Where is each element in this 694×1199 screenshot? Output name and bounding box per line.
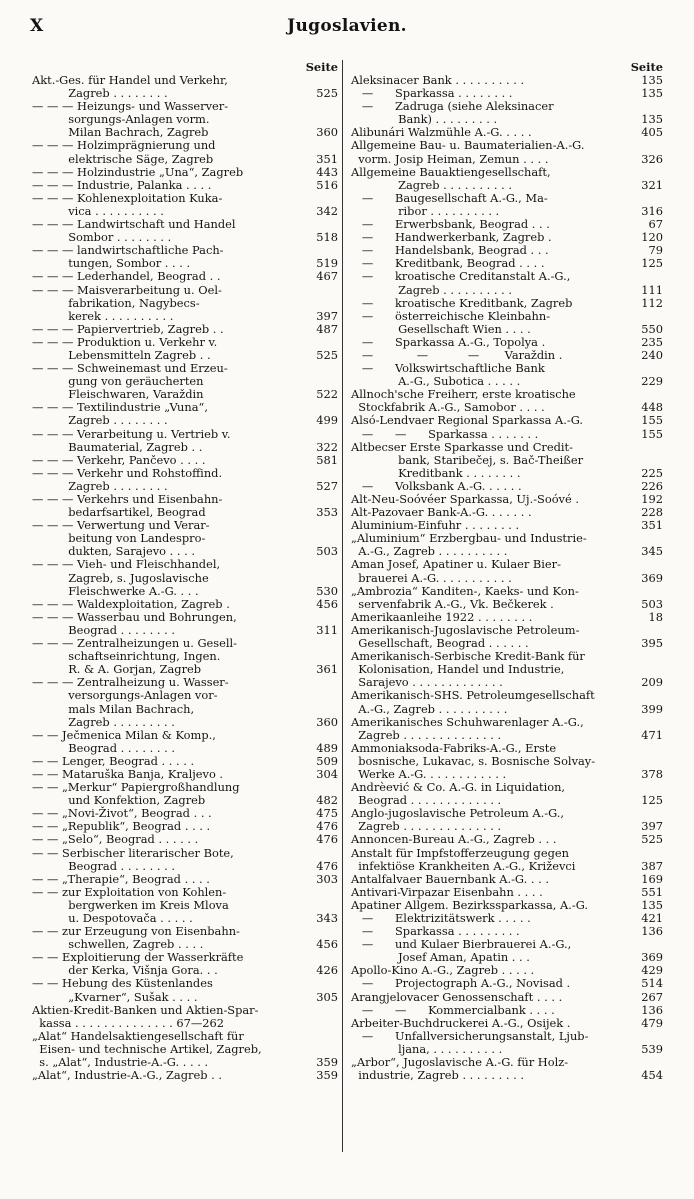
entry-text: — Unfallversicherungsanstalt, Ljub- ljana, . . . . . . . . . .: [361, 1028, 589, 1056]
entry-page-number: 67: [648, 217, 663, 232]
entry-text: — — — Verkehr, Pančevo . . . .: [32, 452, 206, 467]
entry-page-number: 522: [316, 387, 338, 402]
entry-text: — — „Republik“, Beograd . . . .: [32, 819, 211, 834]
entry-page-number: 467: [316, 269, 338, 284]
entry-text: — Elektrizitätswerk . . . . .: [351, 911, 531, 925]
entry-page-number: 503: [316, 544, 338, 559]
entry-text: Aktien-Kredit-Banken und Aktien-Spar- kassa . . . . . . . . . . . . . . 67—262: [32, 1002, 259, 1030]
entry-text: „Ambrozia“ Kanditen-, Kaeks- und Kon- servenfabrik A.-G., Vk. Bečkerek .: [351, 583, 579, 611]
index-entry: [32, 781, 338, 807]
entry-page-number: 125: [641, 793, 663, 808]
index-entry: [32, 362, 338, 401]
entry-text: — — „Therapie“, Beograd . . . .: [32, 871, 210, 886]
entry-text: — Handwerkerbank, Zagreb .: [351, 230, 552, 245]
entry-text: Arangjelovacer Genossenschaft . . . .: [351, 989, 563, 1004]
index-entry: [351, 1017, 663, 1030]
entry-text: Apollo-Kino A.-G., Zagreb . . . . .: [351, 963, 535, 978]
entry-text: Apatiner Allgem. Bezirkssparkassa, A.-G.: [351, 897, 589, 912]
entry-page-number: 353: [316, 505, 338, 520]
entry-text: Andrèević & Co. A.-G. in Liquidation, Beograd . . . . . . . . . . . . .: [351, 780, 566, 808]
entry-text: — — Lenger, Beograd . . . . .: [32, 753, 195, 768]
entry-page-number: 18: [648, 609, 663, 624]
entry-text: Alt-Pazovaer Bank-A.-G. . . . . . .: [351, 505, 532, 520]
entry-text: — Handelsbank, Beograd . . .: [351, 243, 549, 258]
entry-page-number: 303: [316, 871, 338, 886]
entry-text: — — Ječmenica Milan & Komp., Beograd . . . . . . . .: [32, 727, 216, 755]
entry-text: — und Kulaer Bierbrauerei A.-G., Josef Aman, Apatin . . .: [361, 937, 572, 965]
entry-text: Anstalt für Impfstofferzeugung gegen infektiöse Krankheiten A.-G., Križevci: [351, 845, 576, 873]
entry-text: — — — Zentralheizung u. Wasser- versorgungs-Anlagen vor- mals Milan Bachrach, Zagreb . . . . . . . . .: [32, 675, 229, 729]
entry-text: — kroatische Kreditbank, Zagreb: [351, 295, 573, 310]
entry-page-number: 509: [316, 753, 338, 768]
entry-text: — — — Maisverarbeitung u. Oel- fabrikation, Nagybecs- kerek . . . . . . . . . .: [32, 282, 222, 323]
entry-text: Alibunári Walzmühle A.-G. . . . .: [351, 125, 532, 140]
index-entry: [32, 833, 338, 846]
entry-text: — — Serbischer literarischer Bote, Beograd . . . . . . . .: [32, 845, 234, 873]
entry-text: — Sparkassa . . . . . . . .: [351, 86, 513, 101]
index-entry: [32, 1004, 338, 1030]
index-entry: [32, 847, 338, 873]
entry-page-number: 581: [316, 452, 338, 467]
entry-page-number: 525: [316, 86, 338, 101]
index-entry: [351, 991, 663, 1004]
index-entry: [32, 558, 338, 597]
entry-text: Anglo-jugoslavische Petroleum A.-G., Zagreb . . . . . . . . . . . . . .: [351, 806, 565, 834]
index-entry: [32, 100, 338, 139]
index-entry: [32, 493, 338, 519]
index-entry: [32, 244, 338, 270]
entry-page-number: 135: [641, 73, 663, 87]
entry-list-left: [32, 74, 338, 1082]
entry-text: — — — Industrie, Palanka . . . .: [32, 177, 212, 192]
entry-text: Aman Josef, Apatiner u. Kulaer Bier- brauerei A.-G. . . . . . . . . . .: [351, 557, 561, 585]
index-entry: [351, 716, 663, 742]
entry-page-number: 395: [641, 636, 663, 651]
entry-text: Amerikanisch-Serbische Kredit-Bank für Kolonisation, Handel und Industrie, Sarajevo . . . . . . . . . . . . .: [351, 649, 585, 690]
entry-page-number: 516: [316, 177, 338, 192]
entry-page-number: 136: [641, 924, 663, 939]
entry-page-number: 267: [641, 989, 663, 1004]
index-entry: [32, 467, 338, 493]
entry-text: Amerikanisches Schuhwarenlager A.-G., Zagreb . . . . . . . . . . . . . .: [351, 714, 584, 742]
index-entry: [351, 336, 663, 349]
entry-page-number: 120: [641, 230, 663, 245]
entry-page-number: 471: [641, 727, 663, 742]
index-entry: [351, 1030, 663, 1056]
index-column-right: [351, 60, 663, 1150]
seite-label-left: Seite: [305, 60, 338, 74]
entry-page-number: 125: [641, 256, 663, 271]
entry-text: Aleksinacer Bank . . . . . . . . . .: [351, 73, 525, 87]
entry-text: Amerikanisch-SHS. Petroleumgesellschaft A.-G., Zagreb . . . . . . . . . .: [351, 688, 595, 716]
entry-page-number: 456: [316, 937, 338, 952]
entry-text: — Volkswirtschaftliche Bank A.-G., Subotica . . . . .: [361, 361, 545, 389]
entry-page-number: 405: [641, 125, 663, 140]
entry-page-number: 378: [641, 766, 663, 781]
entry-text: — — — Verkehrs und Eisenbahn- bedarfsartikel, Beograd: [32, 492, 223, 520]
entry-text: Allgemeine Bauaktiengesellschaft, Zagreb . . . . . . . . . .: [351, 164, 551, 192]
entry-page-number: 476: [316, 819, 338, 834]
entry-text: — Projectograph A.-G., Novisad .: [351, 976, 571, 991]
entry-text: — — — Verkehr und Rohstoffind. Zagreb . . . . . . . .: [32, 465, 223, 493]
entry-page-number: 487: [316, 321, 338, 336]
index-entry: [351, 192, 663, 218]
entry-page-number: 316: [641, 203, 663, 218]
entry-text: Alsó-Lendvaer Regional Sparkassa A.-G.: [351, 413, 584, 428]
entry-page-number: 360: [316, 125, 338, 140]
index-entry: [351, 781, 663, 807]
index-entry: [32, 925, 338, 951]
entry-text: — — zur Erzeugung von Eisenbahn- schwellen, Zagreb . . . .: [32, 924, 240, 952]
entry-text: — Kreditbank, Beograd . . . .: [351, 256, 545, 271]
index-entry: [32, 886, 338, 925]
entry-text: — Erwerbsbank, Beograd . . .: [351, 217, 550, 232]
index-entry: [351, 873, 663, 886]
entry-text: — — „Novi-Život“, Beograd . . .: [32, 806, 212, 821]
entry-text: „Aluminium“ Erzbergbau- und Industrie- A.-G., Zagreb . . . . . . . . . .: [351, 531, 587, 559]
entry-page-number: 111: [641, 282, 663, 297]
index-entry: [351, 1004, 663, 1017]
entry-page-number: 342: [316, 203, 338, 218]
entry-text: — — — Heizungs- und Wasserver- sorgungs-Anlagen vorm. Milan Bachrach, Zagreb: [32, 99, 229, 140]
entry-text: Akt.-Ges. für Handel und Verkehr, Zagreb . . . . . . . .: [32, 73, 228, 101]
entry-text: Amerikaanleihe 1922 . . . . . . . .: [351, 609, 533, 624]
entry-text: — — — Kohlenexploitation Kuka- vica . . . . . . . . . .: [32, 190, 223, 218]
entry-page-number: 476: [316, 858, 338, 873]
entry-text: „Arbor“, Jugoslavische A.-G. für Holz- industrie, Zagreb . . . . . . . . .: [351, 1055, 569, 1083]
index-entry: [32, 323, 338, 336]
index-entry: [351, 833, 663, 846]
entry-text: — — zur Exploitation von Kohlen- bergwerken im Kreis Mlova u. Despotovača . . . . .: [32, 884, 229, 925]
entry-page-number: 155: [641, 413, 663, 428]
index-entry: [32, 598, 338, 611]
entry-page-number: 475: [316, 806, 338, 821]
index-entry: [32, 179, 338, 192]
index-entry: [32, 676, 338, 728]
entry-page-number: 225: [641, 465, 663, 480]
index-entry: [351, 689, 663, 715]
entry-text: — — — Schweinemast und Erzeu- gung von geräucherten Fleischwaren, Varaždin: [32, 361, 228, 402]
entry-text: — — — Wasserbau und Bohrungen, Beograd . . . . . . . .: [32, 609, 237, 637]
entry-page-number: 530: [316, 583, 338, 598]
index-entry: [351, 1056, 663, 1082]
entry-page-number: 527: [316, 478, 338, 493]
entry-page-number: 397: [316, 308, 338, 323]
index-entry: [351, 139, 663, 165]
entry-page-number: 482: [316, 793, 338, 808]
entry-text: — Zadruga (siehe Aleksinacer Bank) . . . . . . . . .: [361, 99, 554, 127]
entry-page-number: 443: [316, 164, 338, 179]
entry-page-number: 135: [641, 897, 663, 912]
entry-page-number: 192: [641, 492, 663, 506]
entry-text: — — Sparkassa . . . . . . .: [351, 426, 539, 441]
index-entry: [32, 873, 338, 886]
entry-text: Antalfalvaer Bauernbank A.-G. . . .: [351, 871, 549, 886]
index-entry: [32, 729, 338, 755]
entry-text: — — Exploitierung der Wasserkräfte der Kerka, Višnja Gora. . .: [32, 950, 244, 978]
entry-text: — — — Zentralheizungen u. Gesell- schaftseinrichtung, Ingen. R. & A. Gorjan, Zagreb: [32, 636, 238, 677]
entry-page-number: 112: [641, 295, 663, 310]
entry-page-number: 479: [641, 1015, 663, 1030]
index-entry: [351, 977, 663, 990]
index-entry: [351, 100, 663, 126]
entry-page-number: 456: [316, 596, 338, 611]
entry-text: — — — Holzindustrie „Una“, Zagreb: [32, 164, 244, 179]
entry-text: — — — Produktion u. Verkehr v. Lebensmitteln Zagreb . .: [32, 334, 218, 362]
entry-page-number: 399: [641, 701, 663, 716]
index-entry: [32, 192, 338, 218]
index-entry: [351, 310, 663, 336]
entry-text: — — — Varaždin .: [351, 347, 563, 362]
entry-page-number: 514: [641, 976, 663, 991]
entry-page-number: 136: [641, 1002, 663, 1017]
entry-page-number: 499: [316, 413, 338, 428]
page-number: X: [30, 16, 44, 36]
entry-page-number: 169: [641, 871, 663, 886]
entry-page-number: 345: [641, 544, 663, 559]
index-entry: [351, 270, 663, 296]
index-entry: [32, 401, 338, 427]
index-entry: [32, 611, 338, 637]
index-entry: [32, 637, 338, 676]
entry-page-number: 155: [641, 426, 663, 441]
index-entry: [351, 624, 663, 650]
page-title: Jugoslavien.: [287, 16, 407, 36]
entry-page-number: 228: [641, 505, 663, 520]
entry-page-number: 209: [641, 675, 663, 690]
entry-text: — — „Merkur“ Papiergroßhandlung und Konfektion, Zagreb: [32, 780, 240, 808]
entry-page-number: 448: [641, 400, 663, 415]
entry-page-number: 351: [316, 151, 338, 166]
index-entry: [32, 1069, 338, 1082]
entry-text: — — Kommercialbank . . . .: [351, 1002, 555, 1017]
entry-text: Ammoniaksoda-Fabriks-A.-G., Erste bosnische, Lukavac, s. Bosnische Solvay- Werke A.-G. . . . . . . . . . . .: [351, 740, 596, 781]
entry-page-number: 343: [316, 911, 338, 925]
entry-text: — — — Waldexploitation, Zagreb .: [32, 596, 230, 611]
index-entry: [351, 585, 663, 611]
index-column-left: [32, 60, 338, 1150]
index-entry: [32, 1030, 338, 1069]
entry-page-number: 519: [316, 256, 338, 271]
index-entry: [351, 611, 663, 624]
entry-page-number: 503: [641, 596, 663, 611]
entry-page-number: 240: [641, 347, 663, 362]
entry-text: Amerikanisch-Jugoslavische Petroleum- Gesellschaft, Beograd . . . . . .: [351, 622, 580, 651]
entry-text: — — — Holzimprägnierung und elektrische Säge, Zagreb: [32, 138, 216, 166]
entry-text: Arbeiter-Buchdruckerei A.-G., Osijek .: [351, 1015, 571, 1030]
entry-text: „Alat“, Industrie-A.-G., Zagreb . .: [32, 1068, 222, 1083]
index-entry: [32, 139, 338, 165]
index-entry: [351, 532, 663, 558]
entry-text: — kroatische Creditanstalt A.-G., Zagreb . . . . . . . . . .: [361, 269, 571, 297]
entry-text: — Baugesellschaft A.-G., Ma- ribor . . . . . . . . . .: [361, 190, 548, 218]
entry-text: — — — Lederhandel, Beograd . .: [32, 269, 221, 284]
index-entry: [351, 428, 663, 441]
entry-page-number: 135: [641, 112, 663, 127]
entry-text: — Volksbank A.-G. . . . . .: [351, 478, 522, 493]
index-entry: [32, 336, 338, 362]
index-entry: [32, 428, 338, 454]
index-entry: [351, 807, 663, 833]
index-entry: [32, 74, 338, 100]
entry-page-number: 426: [316, 963, 338, 978]
index-entry: [32, 166, 338, 179]
entry-page-number: 321: [641, 177, 663, 192]
index-entry: [351, 441, 663, 480]
entry-text: — österreichische Kleinbahn- Gesellschaft Wien . . . .: [361, 308, 551, 336]
entry-text: — — — Textilindustrie „Vuna“, Zagreb . . . . . . . .: [32, 400, 208, 428]
index-entry: [32, 951, 338, 977]
entry-page-number: 305: [316, 989, 338, 1004]
index-entry: [32, 977, 338, 1003]
entry-text: Annoncen-Bureau A.-G., Zagreb . . .: [351, 832, 557, 847]
index-entry: [32, 755, 338, 768]
entry-page-number: 550: [641, 321, 663, 336]
entry-text: — — — Vieh- und Fleischhandel, Zagreb, s. Jugoslavische Fleischwerke A.-G. . . .: [32, 557, 221, 598]
entry-text: Alt-Neu-Soóvéer Sparkassa, Uj.-Soóvé .: [351, 492, 579, 506]
entry-page-number: 525: [316, 347, 338, 362]
entry-page-number: 311: [316, 622, 338, 637]
entry-list-right: [351, 74, 663, 1082]
index-entry: [32, 519, 338, 558]
entry-text: — — — Landwirtschaft und Handel Sombor . . . . . . . .: [32, 217, 236, 245]
index-entry: [351, 362, 663, 388]
entry-page-number: 397: [641, 819, 663, 834]
entry-page-number: 539: [641, 1041, 663, 1056]
index-entry: [351, 388, 663, 414]
index-entry: [351, 558, 663, 584]
index-entry: [351, 650, 663, 689]
index-entry: [32, 284, 338, 323]
entry-text: — — Mataruška Banja, Kraljevo .: [32, 766, 224, 781]
entry-page-number: 229: [641, 374, 663, 389]
index-entry: [351, 886, 663, 899]
entry-page-number: 369: [641, 570, 663, 585]
entry-page-number: 226: [641, 478, 663, 493]
entry-text: Aluminium-Einfuhr . . . . . . . .: [351, 518, 520, 533]
entry-text: Altbecser Erste Sparkasse und Credit- bank, Staribečej, s. Bač-Theißer Kreditbank . . . . . . . .: [351, 439, 584, 480]
entry-page-number: 525: [641, 832, 663, 847]
entry-text: Allgemeine Bau- u. Baumaterialien-A.-G. vorm. Josip Heiman, Zemun . . . .: [351, 138, 585, 166]
entry-page-number: 421: [641, 911, 663, 925]
page-header: [0, 0, 694, 52]
entry-page-number: 359: [316, 1055, 338, 1070]
entry-text: — — — landwirtschaftliche Pach- tungen, Sombor . . . .: [32, 243, 224, 271]
entry-page-number: 135: [641, 86, 663, 101]
entry-text: — — — Papiervertrieb, Zagreb . .: [32, 321, 224, 336]
index-entry: [351, 938, 663, 964]
entry-page-number: 387: [641, 858, 663, 873]
entry-page-number: 489: [316, 740, 338, 755]
entry-text: Allnoch'sche Freiherr, erste kroatische Stockfabrik A.-G., Samobor . . . .: [351, 387, 576, 415]
entry-text: — — „Selo“, Beograd . . . . . .: [32, 832, 199, 847]
index-entry: [351, 847, 663, 873]
entry-text: — Sparkassa A.-G., Topolya .: [351, 334, 546, 349]
index-entry: [351, 414, 663, 427]
entry-page-number: 476: [316, 832, 338, 847]
index-entry: [351, 166, 663, 192]
entry-text: Antivari-Virpazar Eisenbahn . . . .: [351, 884, 543, 899]
entry-text: — — Hebung des Küstenlandes „Kvarner“, Sušak . . . .: [32, 976, 213, 1004]
entry-page-number: 304: [316, 766, 338, 781]
index-entry: [32, 454, 338, 467]
entry-page-number: 429: [641, 963, 663, 978]
entry-page-number: 518: [316, 230, 338, 245]
entry-page-number: 351: [641, 518, 663, 533]
seite-label-right: Seite: [630, 60, 663, 74]
entry-page-number: 551: [641, 884, 663, 899]
entry-page-number: 359: [316, 1068, 338, 1083]
index-entry: [351, 742, 663, 781]
column-divider: [342, 60, 343, 1152]
index-entry: [32, 270, 338, 283]
index-entry: [351, 297, 663, 310]
entry-page-number: 322: [316, 439, 338, 454]
entry-page-number: 79: [648, 243, 663, 258]
index-entry: [32, 218, 338, 244]
entry-page-number: 361: [316, 662, 338, 677]
entry-text: — — — Verwertung und Verar- beitung von Landespro- dukten, Sarajevo . . . .: [32, 518, 210, 559]
entry-text: — — — Verarbeitung u. Vertrieb v. Baumaterial, Zagreb . .: [32, 426, 231, 454]
entry-text: — Sparkassa . . . . . . . . .: [351, 924, 520, 939]
entry-page-number: 326: [641, 151, 663, 166]
entry-page-number: 369: [641, 950, 663, 965]
entry-text: „Alat“ Handelsaktiengesellschaft für Eisen- und technische Artikel, Zagreb, s. „Alat“, Industrie-A.-G. . . . .: [32, 1028, 262, 1070]
entry-page-number: 454: [641, 1068, 663, 1083]
entry-page-number: 235: [641, 334, 663, 349]
entry-page-number: 360: [316, 714, 338, 729]
